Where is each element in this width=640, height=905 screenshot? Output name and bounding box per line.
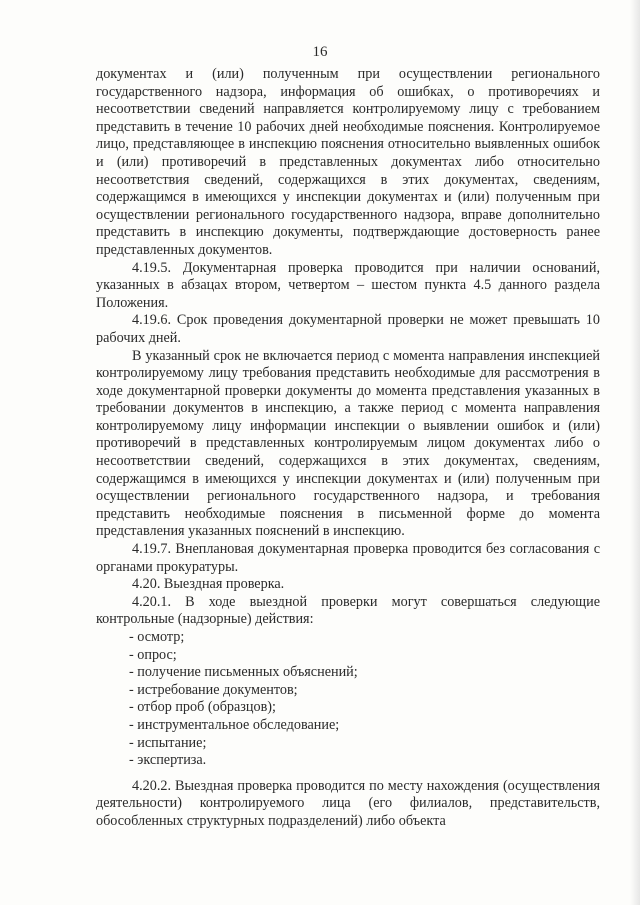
paragraph-spacer [96,770,600,778]
list-item: - испытание; [129,734,207,751]
list-item: - получение письменных объяснений; [129,664,358,681]
control-actions-list [96,629,600,770]
paragraph-4-20-2: 4.20.2. Выездная проверка проводится по месту нахождения (осуществления деятельности) контролируемого лица (его филиалов, представительств, обособленных структурных подразделений) либо объекта [96,777,600,829]
list-item: - опрос; [129,646,177,663]
paragraph-period-exclusion: В указанный срок не включается период с момента направления инспекцией контролируемому лицу требования представить необходимые для рассмотрения в ходе документарной проверки документы до момента представления указанных в требовании документов в инспекцию, а также период с момента направления контролируемому лицу информации инспекции о выявлении ошибок и (или) противоречий в представленных контролируемым лицом документах либо о несоответствии сведений, содержащихся в этих документах, сведениям, содержащимся в имеющихся у инспекции документах и (или) полученным при осуществлении регионального государственного надзора, и требования представить необходимые пояснения в письменной форме до момента представления указанных пояснений в инспекцию. [96,347,600,540]
list-item: - экспертиза. [129,752,207,769]
list-item: - осмотр; [129,629,185,645]
paragraph-4-19-7: 4.19.7. Внеплановая документарная проверка проводится без согласования с органами прокуратуры. [96,541,600,575]
list-item: - отбор проб (образцов); [129,699,276,716]
scan-edge-shadow [630,0,640,905]
list-item: - истребование документов; [129,681,298,698]
document-body [96,66,600,831]
page-number: 16 [312,44,328,60]
paragraph-4-19-5: 4.19.5. Документарная проверка проводится при наличии оснований, указанных в абзацах втором, четвертом – шестом пункта 4.5 данного раздела Положения. [96,259,600,311]
paragraph-continuation: документах и (или) полученным при осуществлении регионального государственного надзора, информация об ошибках, о противоречиях и несоответствии сведений направляется контролируемому лицу с требованием представить в течение 10 рабочих дней необходимые пояснения. Контролируемое лицо, представляющее в инспекцию пояснения относительно выявленных ошибок и (или) противоречий в представленных документах либо относительно несоответствия сведений, содержащихся в этих документах, сведениям, содержащимся в имеющихся у инспекции документах и (или) полученным при осуществлении регионального государственного надзора, вправе дополнительно представить в инспекцию документы, подтверждающие достоверность ранее представленных документов. [96,66,600,258]
list-item: - инструментальное обследование; [129,716,340,733]
paragraph-4-19-6: 4.19.6. Срок проведения документарной проверки не может превышать 10 рабочих дней. [96,312,600,346]
paragraph-4-20-heading: 4.20. Выездная проверка. [132,576,285,593]
paragraph-4-20-1: 4.20.1. В ходе выездной проверки могут совершаться следующие контрольные (надзорные) действия: [96,593,600,628]
